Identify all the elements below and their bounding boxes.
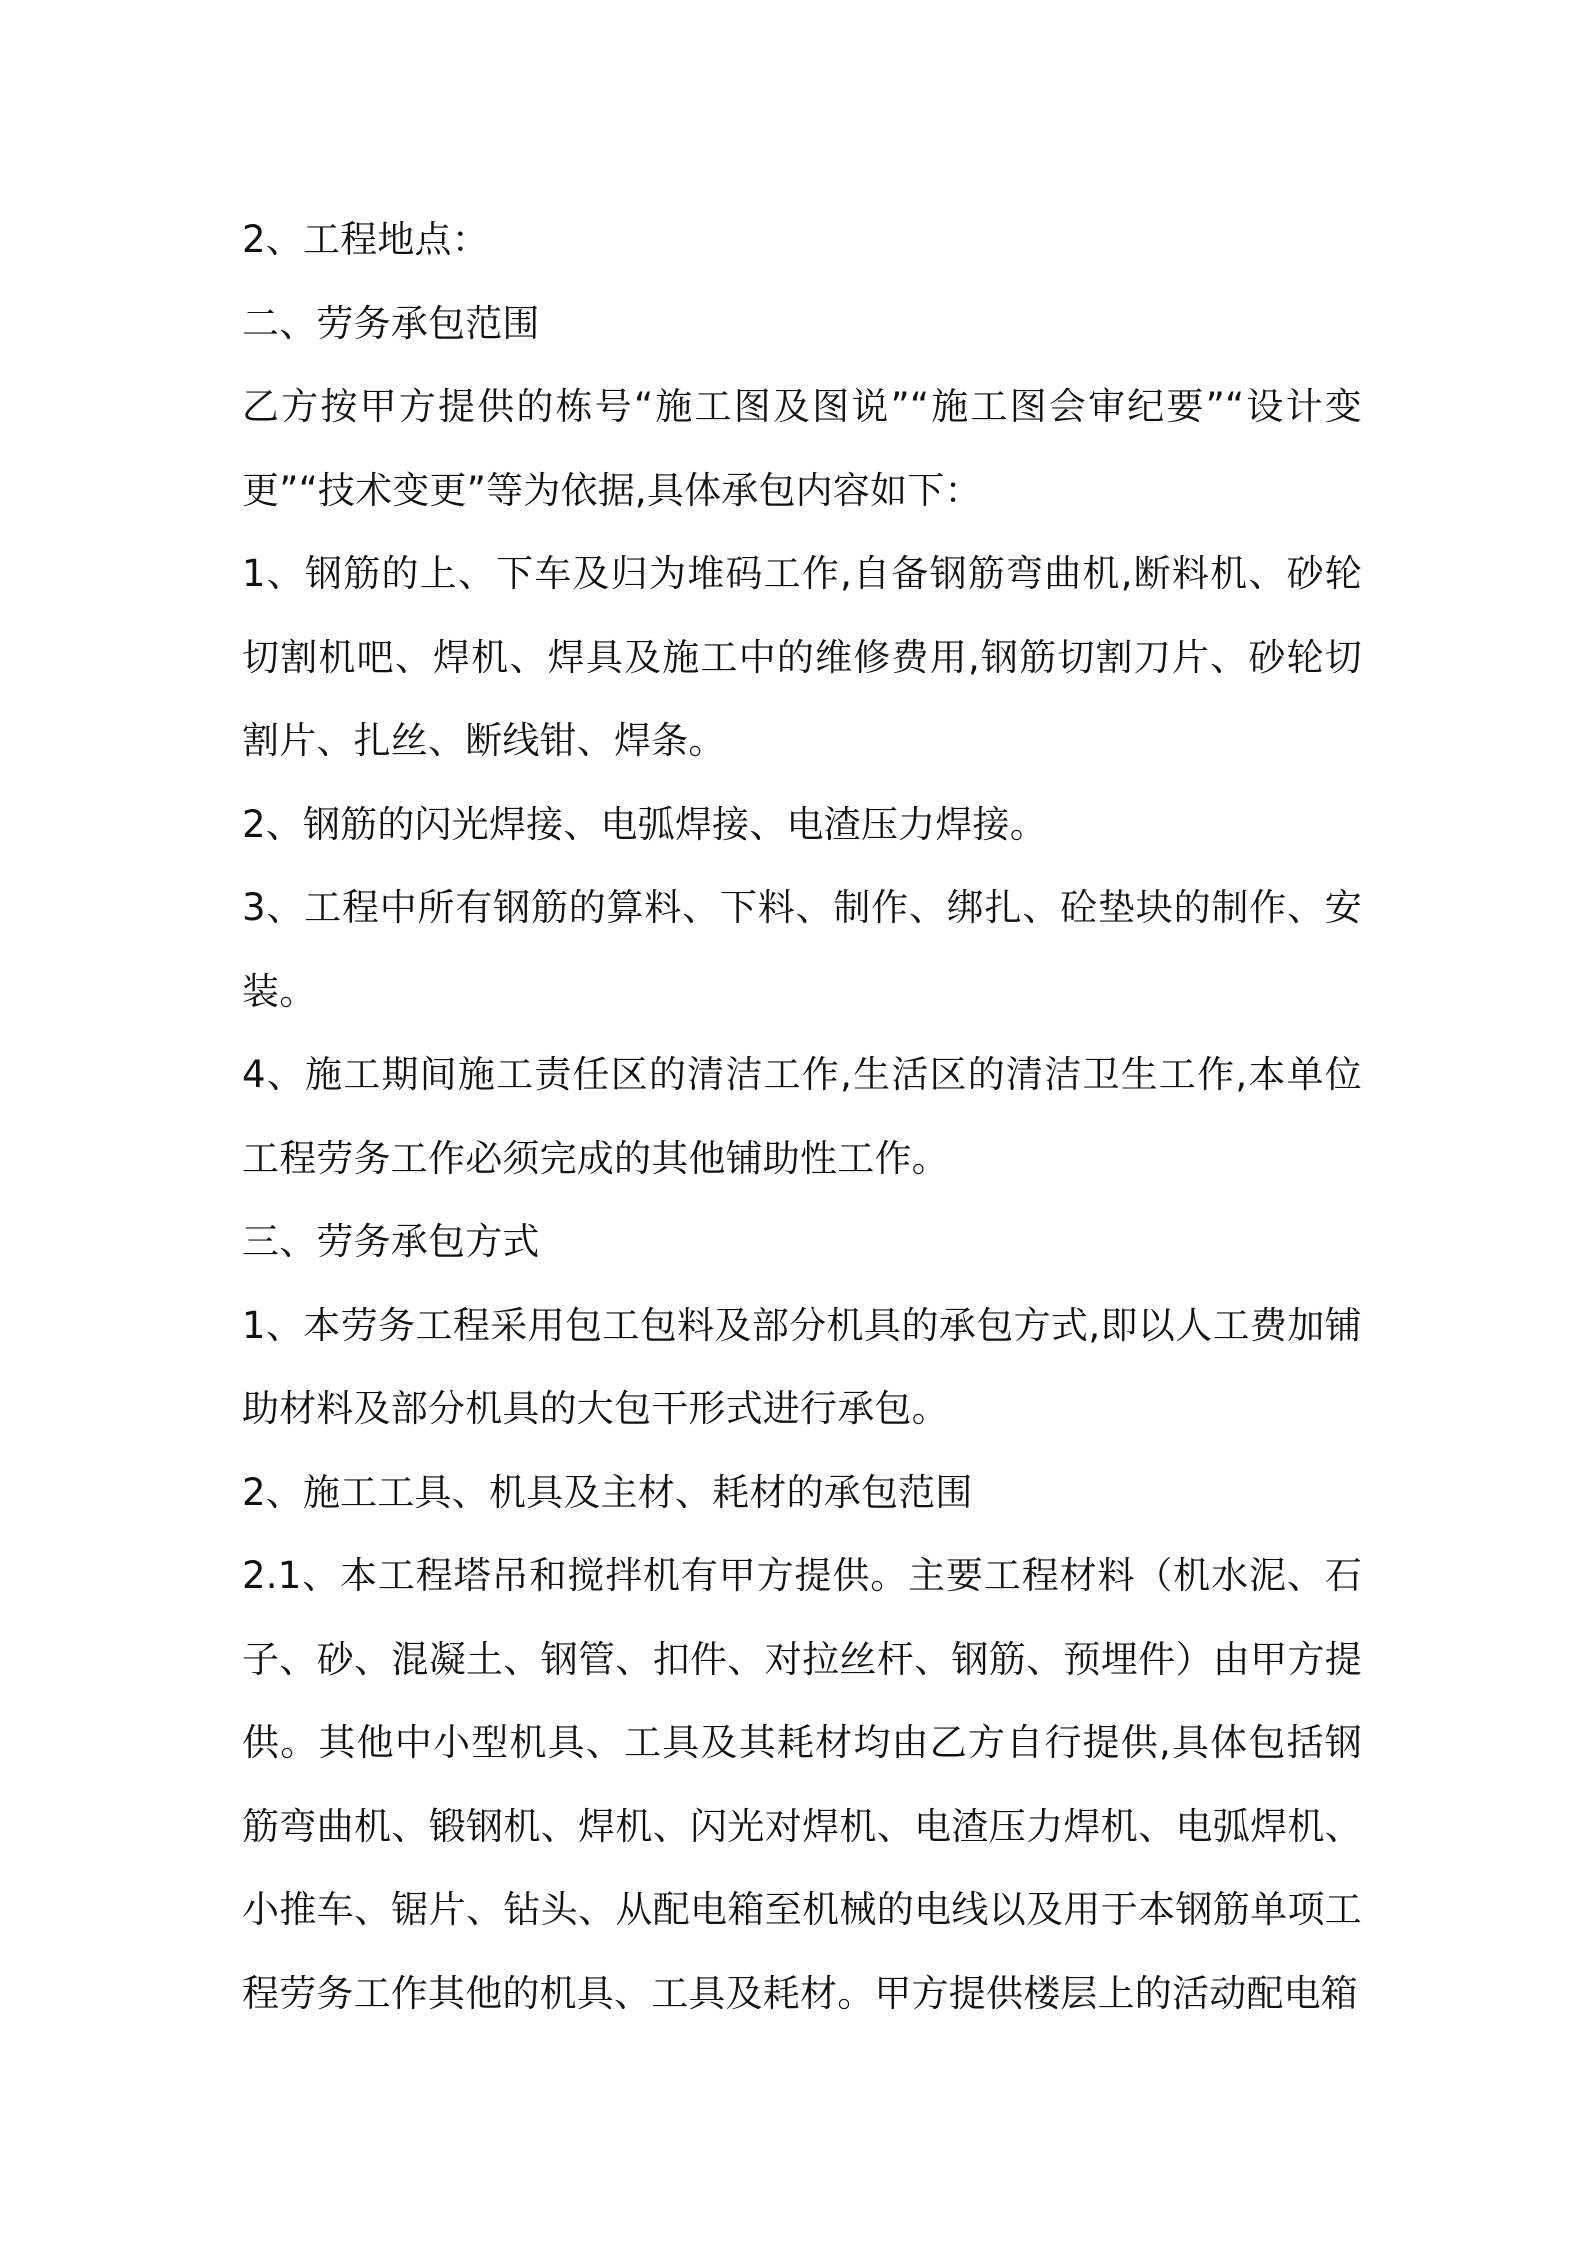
method-item-2-1: 2.1、本工程塔吊和搅拌机有甲方提供。主要工程材料（机水泥、石子、砂、混凝土、钢管、扣件、对拉丝杆、钢筋、预埋件）由甲方提供。其他中小型机具、工具及其耗材均由乙方自行提供,具体包括钢筋弯曲机、锻钢机、焊机、闪光对焊机、电渣压力焊机、电弧焊机、小推车、锯片、钻头、从配电箱至机械的电线以及用于本钢筋单项工程劳务工作其他的机具、工具及耗材。甲方提供楼层上的活动配电箱 <box>242 1554 1362 2015</box>
method-item-1: 1、本劳务工程采用包工包料及部分机具的承包方式,即以人工费加铺助材料及部分机具的大包干形式进行承包。 <box>242 1303 1362 1430</box>
scope-item-4: 4、施工期间施工责任区的清洁工作,生活区的清洁卫生工作,本单位工程劳务工作必须完成的其他铺助性工作。 <box>242 1053 1362 1180</box>
document-body <box>242 198 1362 2035</box>
scope-item-3: 3、工程中所有钢筋的算料、下料、制作、绑扎、砼垫块的制作、安装。 <box>242 886 1362 1013</box>
scope-item-2: 2、钢筋的闪光焊接、电弧焊接、电渣压力焊接。 <box>242 802 1047 846</box>
method-item-2: 2、施工工具、机具及主材、耗材的承包范围 <box>242 1470 973 1514</box>
scope-basis-paragraph: 乙方按甲方提供的栋号“施工图及图说”“施工图会审纪要”“设计变更”“技术变更”等为依据,具体承包内容如下： <box>242 385 1362 512</box>
scope-item-1: 1、钢筋的上、下车及归为堆码工作,自备钢筋弯曲机,断料机、砂轮切割机吧、焊机、焊具及施工中的维修费用,钢筋切割刀片、砂轮切割片、扎丝、断线钳、焊条。 <box>242 552 1362 762</box>
section-heading-scope: 二、劳务承包范围 <box>242 301 540 345</box>
section-heading-method: 三、劳务承包方式 <box>242 1220 540 1263</box>
project-location-line: 2、工程地点： <box>242 218 489 261</box>
